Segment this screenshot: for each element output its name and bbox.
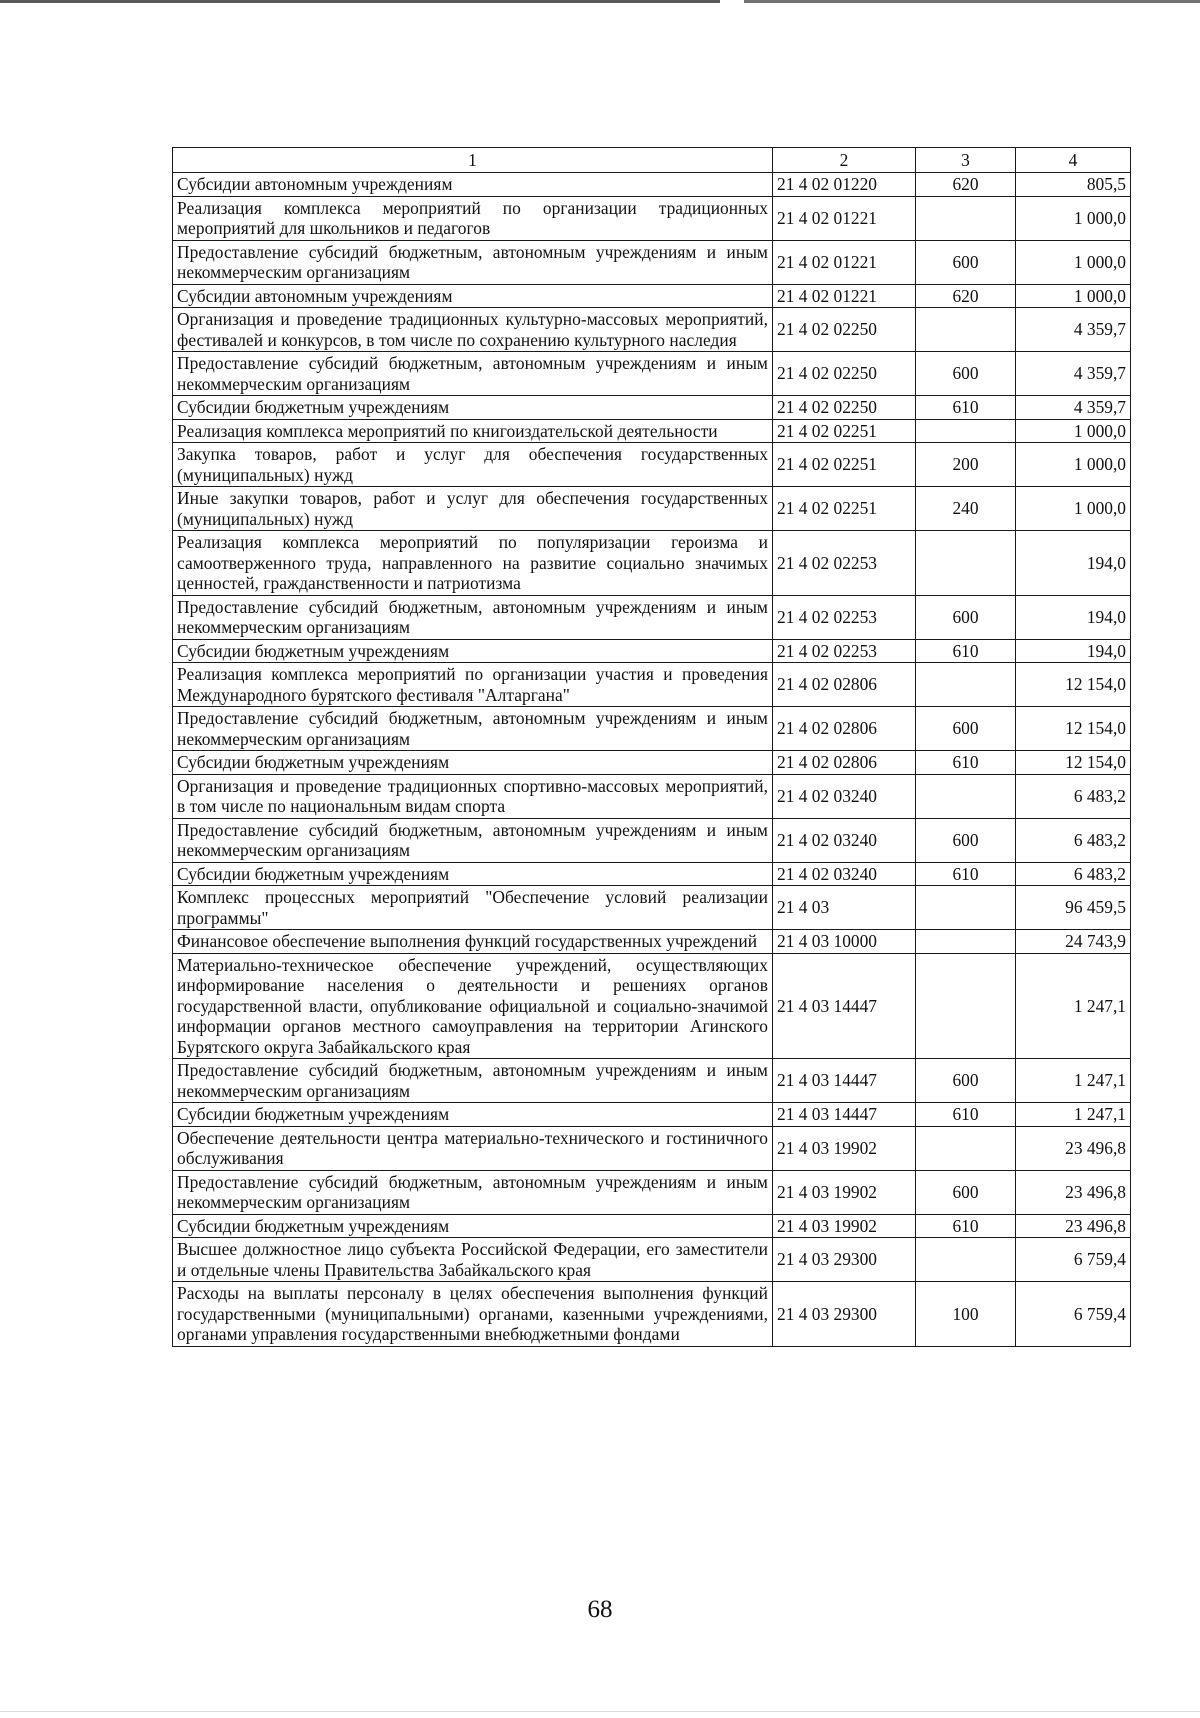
expense-type-cell xyxy=(916,930,1016,954)
expense-name-cell: Реализация комплекса мероприятий по популяризации героизма и самоотверженного труда, направленного на развитие социально значимых ценностей, гражданственности и патриотизма xyxy=(173,531,773,596)
expense-type-cell: 610 xyxy=(916,1103,1016,1127)
table-row xyxy=(173,1103,1131,1127)
expense-type-cell xyxy=(916,1126,1016,1170)
expense-name-cell: Закупка товаров, работ и услуг для обеспечения государственных (муниципальных) нужд xyxy=(173,443,773,487)
amount-cell: 4 359,7 xyxy=(1016,396,1131,420)
target-code-cell: 21 4 03 10000 xyxy=(773,930,916,954)
target-code-cell: 21 4 03 19902 xyxy=(773,1214,916,1238)
column-number-1: 1 xyxy=(173,148,773,173)
table-row xyxy=(173,774,1131,818)
table-row xyxy=(173,1170,1131,1214)
expense-name-cell: Расходы на выплаты персоналу в целях обеспечения выполнения функций государственными (муниципальными) органами, казенными учреждениями, органами управления государственными внебюджетными фондами xyxy=(173,1282,773,1347)
expense-type-cell: 610 xyxy=(916,1214,1016,1238)
target-code-cell: 21 4 03 29300 xyxy=(773,1282,916,1347)
table-row xyxy=(173,308,1131,352)
amount-cell: 194,0 xyxy=(1016,595,1131,639)
expense-name-cell: Предоставление субсидий бюджетным, автономным учреждениям и иным некоммерческим организациям xyxy=(173,240,773,284)
expense-type-cell: 600 xyxy=(916,240,1016,284)
expense-name-cell: Реализация комплекса мероприятий по книгоиздательской деятельности xyxy=(173,419,773,443)
target-code-cell: 21 4 02 01221 xyxy=(773,240,916,284)
expense-type-cell: 100 xyxy=(916,1282,1016,1347)
amount-cell: 23 496,8 xyxy=(1016,1214,1131,1238)
expense-name-cell: Предоставление субсидий бюджетным, автономным учреждениям и иным некоммерческим организациям xyxy=(173,707,773,751)
expense-type-cell: 240 xyxy=(916,487,1016,531)
table-row xyxy=(173,396,1131,420)
table-row xyxy=(173,663,1131,707)
column-number-3: 3 xyxy=(916,148,1016,173)
amount-cell: 12 154,0 xyxy=(1016,751,1131,775)
target-code-cell: 21 4 02 01221 xyxy=(773,284,916,308)
target-code-cell: 21 4 02 02251 xyxy=(773,443,916,487)
expense-type-cell xyxy=(916,1238,1016,1282)
expense-name-cell: Реализация комплекса мероприятий по организации традиционных мероприятий для школьников и педагогов xyxy=(173,196,773,240)
expense-type-cell: 200 xyxy=(916,443,1016,487)
expense-type-cell: 600 xyxy=(916,352,1016,396)
amount-cell: 6 483,2 xyxy=(1016,774,1131,818)
target-code-cell: 21 4 03 14447 xyxy=(773,953,916,1059)
target-code-cell: 21 4 03 14447 xyxy=(773,1103,916,1127)
amount-cell: 1 247,1 xyxy=(1016,953,1131,1059)
target-code-cell: 21 4 02 02253 xyxy=(773,639,916,663)
table-row xyxy=(173,639,1131,663)
scan-edge-bottom xyxy=(0,1711,1200,1712)
table-row xyxy=(173,1214,1131,1238)
target-code-cell: 21 4 03 19902 xyxy=(773,1170,916,1214)
table-row xyxy=(173,196,1131,240)
expense-type-cell xyxy=(916,196,1016,240)
target-code-cell: 21 4 03 xyxy=(773,886,916,930)
expense-name-cell: Субсидии бюджетным учреждениям xyxy=(173,396,773,420)
expense-name-cell: Субсидии бюджетным учреждениям xyxy=(173,1103,773,1127)
expense-type-cell: 610 xyxy=(916,396,1016,420)
expense-name-cell: Материально-техническое обеспечение учреждений, осуществляющих информирование населения о деятельности и решениях органов государственной власти, опубликование официальной и социально-значимой информации органов местного самоуправления на территории Агинского Бурятского округа Забайкальского края xyxy=(173,953,773,1059)
expense-type-cell xyxy=(916,531,1016,596)
expense-name-cell: Субсидии бюджетным учреждениям xyxy=(173,639,773,663)
amount-cell: 4 359,7 xyxy=(1016,308,1131,352)
expense-name-cell: Организация и проведение традиционных культурно-массовых мероприятий, фестивалей и конкурсов, в том числе по сохранению культурного наследия xyxy=(173,308,773,352)
expense-type-cell xyxy=(916,886,1016,930)
target-code-cell: 21 4 02 02251 xyxy=(773,419,916,443)
target-code-cell: 21 4 02 03240 xyxy=(773,862,916,886)
column-number-row xyxy=(173,148,1131,173)
expense-name-cell: Предоставление субсидий бюджетным, автономным учреждениям и иным некоммерческим организациям xyxy=(173,1170,773,1214)
target-code-cell: 21 4 02 02806 xyxy=(773,707,916,751)
expense-name-cell: Субсидии бюджетным учреждениям xyxy=(173,751,773,775)
expense-name-cell: Предоставление субсидий бюджетным, автономным учреждениям и иным некоммерческим организациям xyxy=(173,352,773,396)
scan-edge-top xyxy=(0,0,1200,3)
table-row xyxy=(173,886,1131,930)
expense-type-cell: 600 xyxy=(916,1170,1016,1214)
expense-name-cell: Субсидии бюджетным учреждениям xyxy=(173,862,773,886)
target-code-cell: 21 4 02 02806 xyxy=(773,751,916,775)
table-row xyxy=(173,1282,1131,1347)
column-number-2: 2 xyxy=(773,148,916,173)
expense-name-cell: Комплекс процессных мероприятий "Обеспечение условий реализации программы" xyxy=(173,886,773,930)
expense-type-cell xyxy=(916,774,1016,818)
expense-type-cell: 620 xyxy=(916,284,1016,308)
page-number: 68 xyxy=(587,1596,613,1623)
budget-table-body xyxy=(173,148,1131,1347)
amount-cell: 96 459,5 xyxy=(1016,886,1131,930)
amount-cell: 6 483,2 xyxy=(1016,862,1131,886)
expense-name-cell: Реализация комплекса мероприятий по организации участия и проведения Международного бурятского фестиваля "Алтаргана" xyxy=(173,663,773,707)
expense-type-cell: 600 xyxy=(916,707,1016,751)
amount-cell: 194,0 xyxy=(1016,639,1131,663)
target-code-cell: 21 4 02 02251 xyxy=(773,487,916,531)
table-row xyxy=(173,240,1131,284)
expense-type-cell: 620 xyxy=(916,173,1016,197)
amount-cell: 1 247,1 xyxy=(1016,1059,1131,1103)
target-code-cell: 21 4 02 01221 xyxy=(773,196,916,240)
expense-type-cell xyxy=(916,953,1016,1059)
target-code-cell: 21 4 02 02253 xyxy=(773,531,916,596)
expense-type-cell: 600 xyxy=(916,818,1016,862)
target-code-cell: 21 4 02 02253 xyxy=(773,595,916,639)
amount-cell: 1 000,0 xyxy=(1016,196,1131,240)
amount-cell: 1 000,0 xyxy=(1016,419,1131,443)
expense-name-cell: Предоставление субсидий бюджетным, автономным учреждениям и иным некоммерческим организациям xyxy=(173,1059,773,1103)
amount-cell: 1 000,0 xyxy=(1016,284,1131,308)
expense-name-cell: Высшее должностное лицо субъекта Российской Федерации, его заместители и отдельные члены Правительства Забайкальского края xyxy=(173,1238,773,1282)
table-row xyxy=(173,173,1131,197)
target-code-cell: 21 4 03 14447 xyxy=(773,1059,916,1103)
target-code-cell: 21 4 02 01220 xyxy=(773,173,916,197)
amount-cell: 12 154,0 xyxy=(1016,707,1131,751)
expense-name-cell: Предоставление субсидий бюджетным, автономным учреждениям и иным некоммерческим организациям xyxy=(173,595,773,639)
table-row xyxy=(173,1126,1131,1170)
table-row xyxy=(173,1059,1131,1103)
amount-cell: 1 247,1 xyxy=(1016,1103,1131,1127)
table-row xyxy=(173,707,1131,751)
table-row xyxy=(173,531,1131,596)
table-row xyxy=(173,443,1131,487)
expense-type-cell: 610 xyxy=(916,751,1016,775)
amount-cell: 1 000,0 xyxy=(1016,487,1131,531)
expense-type-cell xyxy=(916,419,1016,443)
expense-name-cell: Субсидии автономным учреждениям xyxy=(173,284,773,308)
target-code-cell: 21 4 02 02806 xyxy=(773,663,916,707)
amount-cell: 23 496,8 xyxy=(1016,1170,1131,1214)
table-row xyxy=(173,953,1131,1059)
table-row xyxy=(173,352,1131,396)
target-code-cell: 21 4 03 19902 xyxy=(773,1126,916,1170)
target-code-cell: 21 4 02 02250 xyxy=(773,396,916,420)
table-row xyxy=(173,487,1131,531)
amount-cell: 1 000,0 xyxy=(1016,443,1131,487)
table-row xyxy=(173,284,1131,308)
expense-type-cell xyxy=(916,663,1016,707)
budget-table xyxy=(172,147,1131,1347)
amount-cell: 23 496,8 xyxy=(1016,1126,1131,1170)
target-code-cell: 21 4 02 02250 xyxy=(773,352,916,396)
target-code-cell: 21 4 03 29300 xyxy=(773,1238,916,1282)
expense-type-cell: 610 xyxy=(916,862,1016,886)
amount-cell: 6 759,4 xyxy=(1016,1282,1131,1347)
table-row xyxy=(173,595,1131,639)
amount-cell: 4 359,7 xyxy=(1016,352,1131,396)
column-number-4: 4 xyxy=(1016,148,1131,173)
expense-name-cell: Организация и проведение традиционных спортивно-массовых мероприятий, в том числе по национальным видам спорта xyxy=(173,774,773,818)
table-row xyxy=(173,862,1131,886)
amount-cell: 12 154,0 xyxy=(1016,663,1131,707)
expense-name-cell: Предоставление субсидий бюджетным, автономным учреждениям и иным некоммерческим организациям xyxy=(173,818,773,862)
target-code-cell: 21 4 02 02250 xyxy=(773,308,916,352)
expense-name-cell: Субсидии бюджетным учреждениям xyxy=(173,1214,773,1238)
table-row xyxy=(173,818,1131,862)
expense-type-cell: 600 xyxy=(916,1059,1016,1103)
expense-name-cell: Финансовое обеспечение выполнения функций государственных учреждений xyxy=(173,930,773,954)
target-code-cell: 21 4 02 03240 xyxy=(773,774,916,818)
expense-type-cell xyxy=(916,308,1016,352)
expense-name-cell: Иные закупки товаров, работ и услуг для обеспечения государственных (муниципальных) нужд xyxy=(173,487,773,531)
amount-cell: 6 483,2 xyxy=(1016,818,1131,862)
amount-cell: 805,5 xyxy=(1016,173,1131,197)
expense-name-cell: Субсидии автономным учреждениям xyxy=(173,173,773,197)
expense-name-cell: Обеспечение деятельности центра материально-технического и гостиничного обслуживания xyxy=(173,1126,773,1170)
target-code-cell: 21 4 02 03240 xyxy=(773,818,916,862)
amount-cell: 6 759,4 xyxy=(1016,1238,1131,1282)
table-row xyxy=(173,930,1131,954)
table-row xyxy=(173,751,1131,775)
amount-cell: 24 743,9 xyxy=(1016,930,1131,954)
expense-type-cell: 600 xyxy=(916,595,1016,639)
amount-cell: 194,0 xyxy=(1016,531,1131,596)
table-row xyxy=(173,1238,1131,1282)
amount-cell: 1 000,0 xyxy=(1016,240,1131,284)
expense-type-cell: 610 xyxy=(916,639,1016,663)
table-row xyxy=(173,419,1131,443)
